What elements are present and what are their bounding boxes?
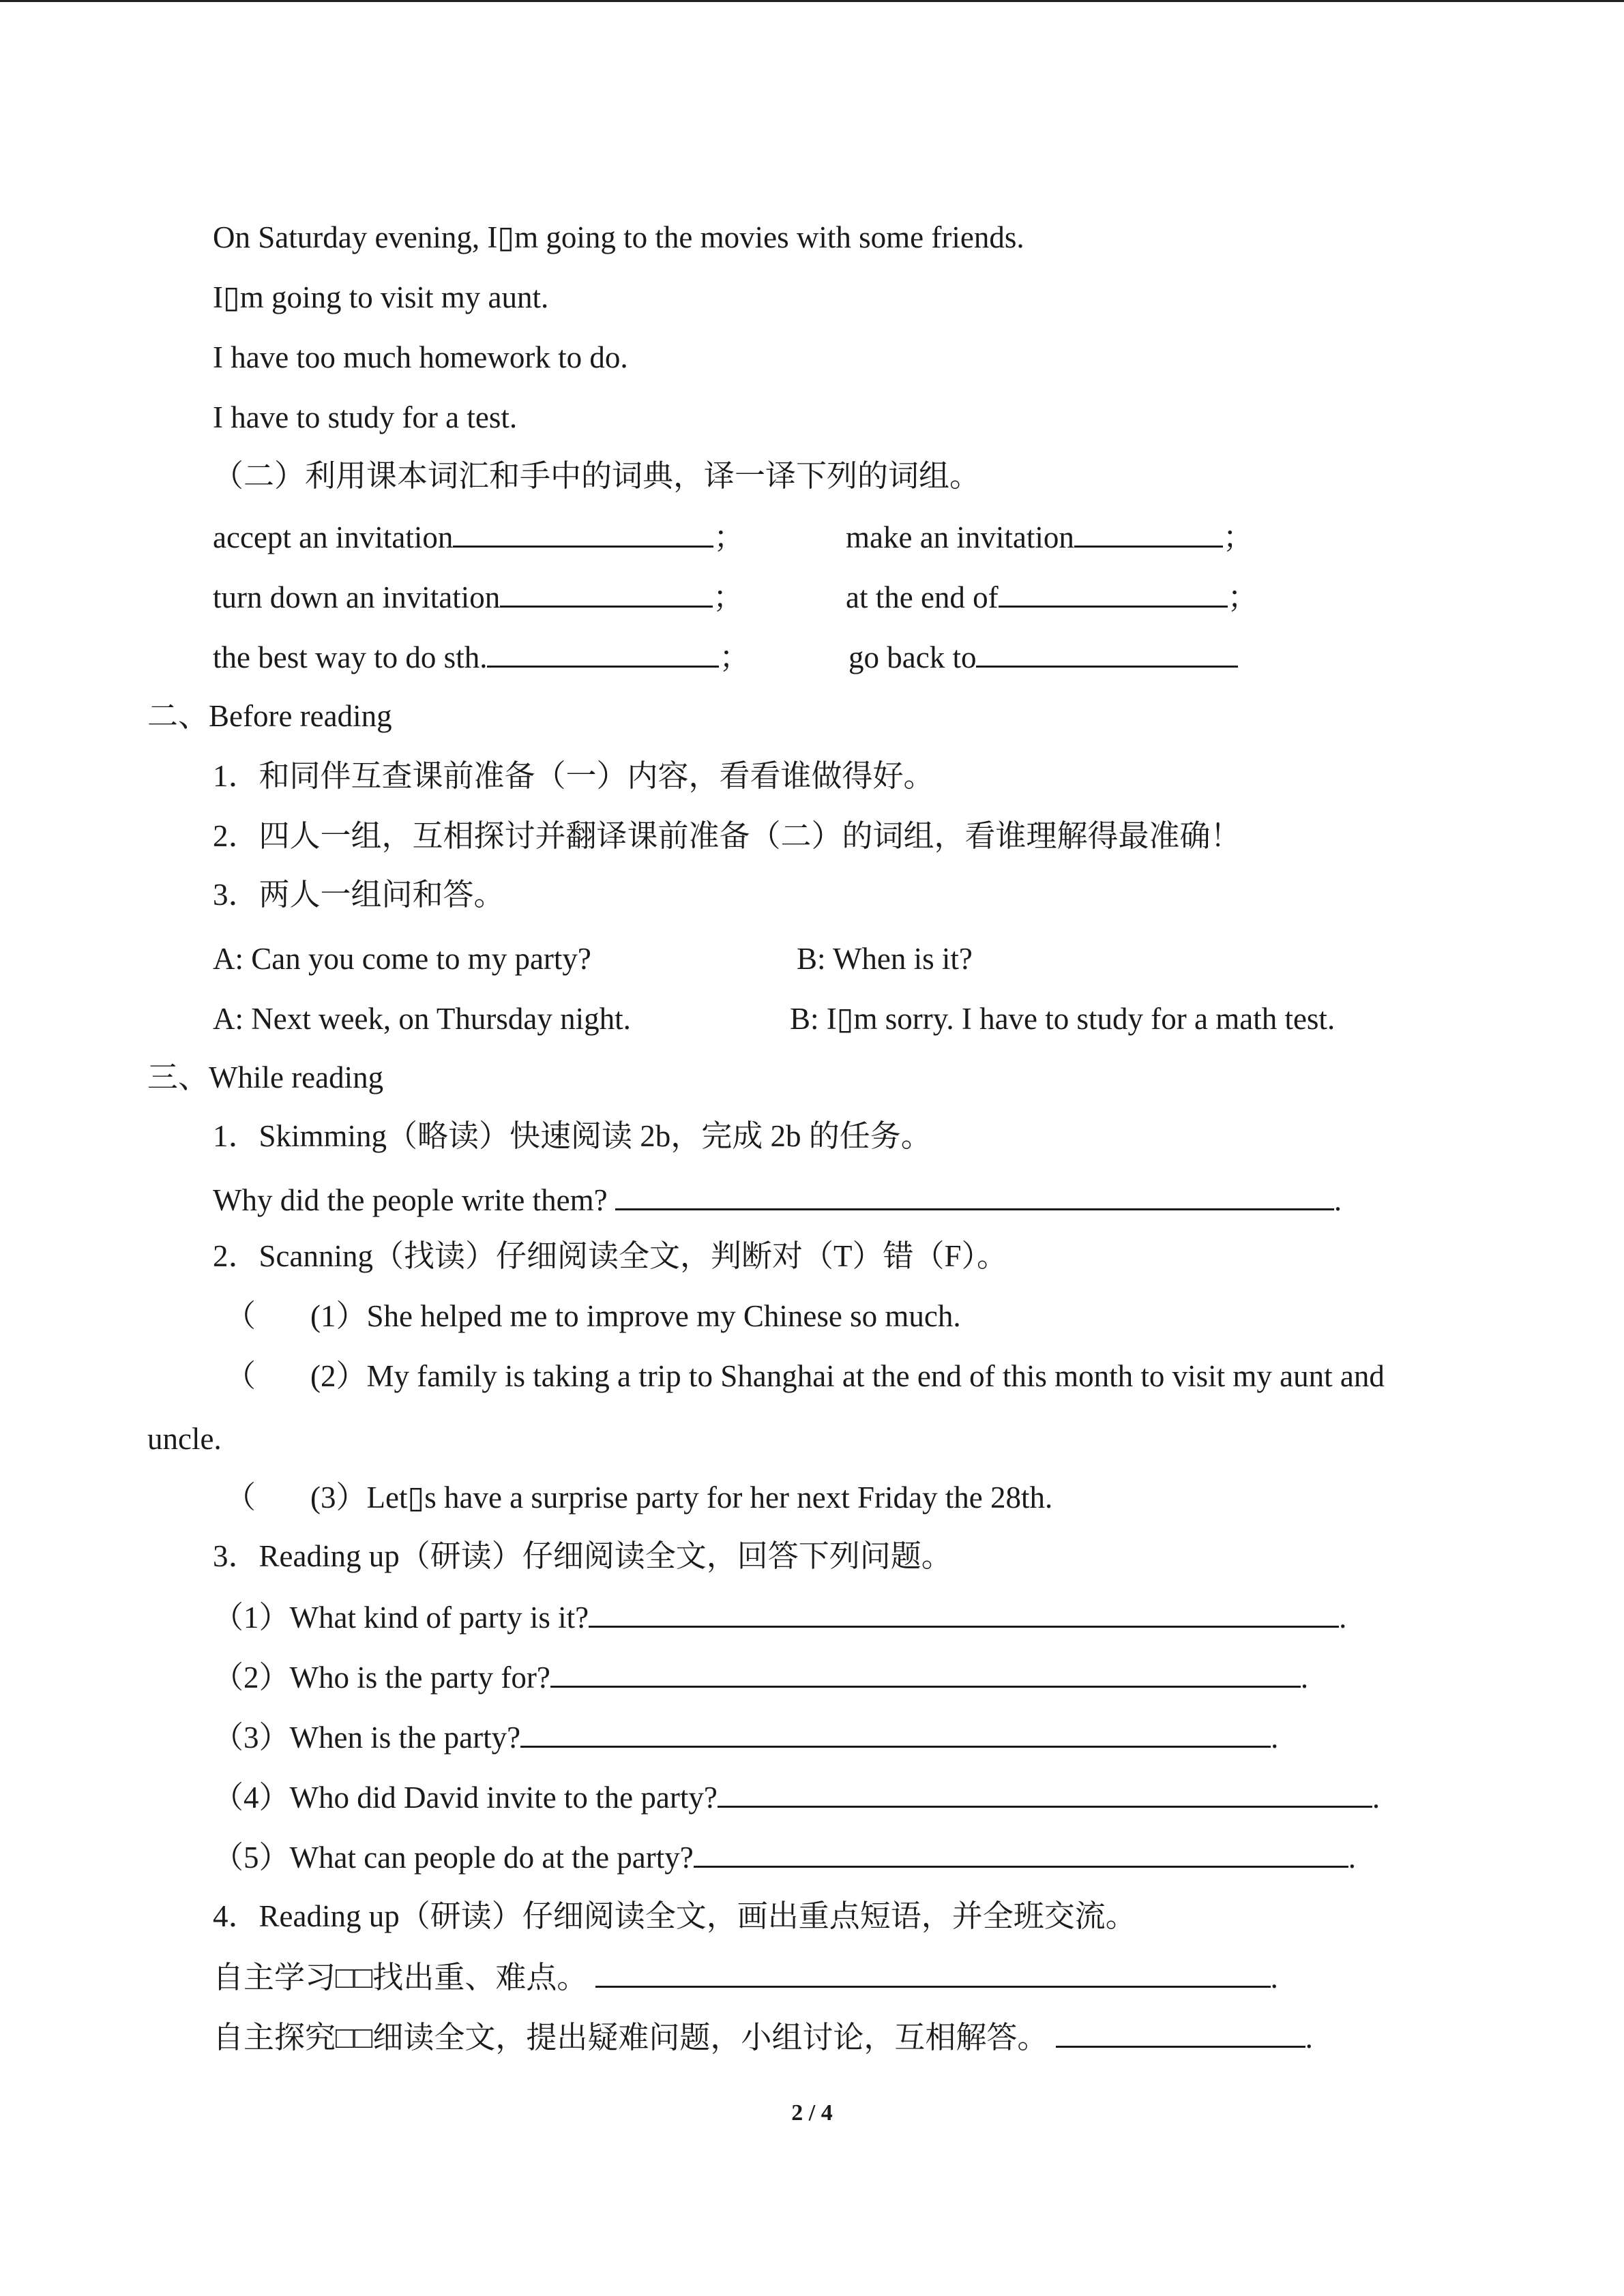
period: .: [1333, 1183, 1342, 1217]
answer-blank[interactable]: [589, 1596, 1339, 1628]
skimming-question: [213, 1178, 1342, 1221]
bracket-open: （: [225, 1299, 256, 1333]
phrase: go back to: [848, 640, 977, 674]
section-while-reading-title: 三、While reading: [147, 1060, 384, 1094]
tf-item-1: [225, 1296, 961, 1337]
reading-up-task-2: 4．Reading up（研读）仔细阅读全文，画出重点短语，并全班交流。: [213, 1899, 1136, 1933]
answer-blank[interactable]: [487, 636, 719, 668]
section-before-reading-title: 二、Before reading: [147, 699, 392, 733]
question-2: [213, 1656, 1308, 1698]
question-text: （1）What kind of party is it?: [213, 1600, 589, 1635]
answer-blank[interactable]: [453, 516, 713, 548]
question-text: （3）When is the party?: [213, 1720, 521, 1755]
dialogue-b-2: B: I▯m sorry. I have to study for a math test.: [790, 1002, 1335, 1036]
answer-blank[interactable]: [520, 1716, 1271, 1748]
answer-blank[interactable]: [500, 576, 713, 608]
phrase: the best way to do sth.: [213, 640, 488, 674]
bracket-open: （: [225, 1359, 256, 1393]
question-1: [213, 1596, 1346, 1638]
answer-blank[interactable]: [615, 1178, 1334, 1210]
prep-sentence-4: I have to study for a test.: [213, 400, 518, 434]
answer-blank[interactable]: [595, 1956, 1271, 1988]
dialogue-a-1: A: Can you come to my party?: [213, 942, 591, 976]
answer-blank[interactable]: [550, 1656, 1301, 1688]
tf-text: (3）Let▯s have a surprise party for her next Friday the 28th.: [310, 1480, 1053, 1515]
bracket-open: （: [225, 1480, 256, 1515]
separator: ；: [719, 640, 750, 674]
period: .: [1372, 1780, 1381, 1815]
answer-blank[interactable]: [976, 636, 1238, 668]
question-5: [213, 1836, 1356, 1878]
self-explore: [213, 2016, 1313, 2058]
self-study-text: 自主学习□□找出重、难点。: [213, 1960, 588, 1995]
tf-item-2: [225, 1356, 1385, 1397]
scanning-task: 2．Scanning（找读）仔细阅读全文，判断对（T）错（F）。: [213, 1239, 1007, 1273]
vocab-left-1: [213, 516, 744, 558]
question-4: [213, 1776, 1380, 1818]
separator: ；: [713, 580, 744, 614]
before-reading-item-3: 3．两人一组问和答。: [213, 878, 505, 912]
phrase: at the end of: [846, 580, 999, 614]
period: .: [1270, 1960, 1278, 1995]
before-reading-item-1: 1．和同伴互查课前准备（一）内容，看看谁做得好。: [213, 759, 934, 793]
vocab-right-2: [846, 576, 1258, 618]
prep-sentence-2: I▯m going to visit my aunt.: [213, 280, 549, 314]
phrase: turn down an invitation: [213, 580, 501, 614]
vocab-right-3: [848, 636, 1238, 678]
answer-blank[interactable]: [1056, 2016, 1305, 2048]
question-text: （5）What can people do at the party?: [213, 1840, 694, 1875]
vocab-left-3: [213, 636, 750, 678]
tf-text: (1）She helped me to improve my Chinese so much.: [310, 1299, 961, 1333]
period: .: [1339, 1600, 1347, 1635]
separator: ；: [713, 520, 745, 554]
prep-sentence-3: I have too much homework to do.: [213, 340, 628, 374]
tf-text: (2）My family is taking a trip to Shanghai at the end of this month to visit my aunt and: [310, 1359, 1385, 1393]
reading-up-task: 3．Reading up（研读）仔细阅读全文，回答下列问题。: [213, 1539, 952, 1573]
answer-blank[interactable]: [694, 1836, 1348, 1868]
period: .: [1271, 1720, 1279, 1755]
tf-item-3: [225, 1477, 1052, 1518]
period: .: [1305, 2021, 1313, 2055]
question-text: （4）Who did David invite to the party?: [213, 1780, 718, 1815]
prep-sentence-1: On Saturday evening, I▯m going to the movies with some friends.: [213, 220, 1024, 254]
question-3: [213, 1716, 1278, 1758]
question-text: Why did the people write them?: [213, 1183, 608, 1217]
question-text: （2）Who is the party for?: [213, 1660, 550, 1695]
self-study: [213, 1956, 1278, 1998]
before-reading-item-2: 2．四人一组，互相探讨并翻译课前准备（二）的词组，看谁理解得最准确！: [213, 819, 1241, 853]
vocab-heading: （二）利用课本词汇和手中的词典，译一译下列的词组。: [213, 459, 981, 493]
answer-blank[interactable]: [999, 576, 1228, 608]
top-border: [0, 0, 1624, 2]
tf-item-2-continuation: uncle.: [147, 1422, 222, 1456]
period: .: [1300, 1660, 1309, 1695]
page-number: 2 / 4: [791, 2100, 833, 2126]
skimming-task: 1．Skimming（略读）快速阅读 2b，完成 2b 的任务。: [213, 1119, 932, 1153]
period: .: [1348, 1840, 1356, 1875]
phrase: accept an invitation: [213, 520, 454, 554]
dialogue-b-1: B: When is it?: [797, 942, 973, 976]
separator: ；: [1222, 520, 1254, 554]
phrase: make an invitation: [846, 520, 1074, 554]
answer-blank[interactable]: [1074, 516, 1223, 548]
self-explore-text: 自主探究□□细读全文，提出疑难问题，小组讨论，互相解答。: [213, 2021, 1048, 2055]
dialogue-a-2: A: Next week, on Thursday night.: [213, 1002, 631, 1036]
vocab-left-2: [213, 576, 743, 618]
separator: ；: [1227, 580, 1258, 614]
vocab-right-1: [846, 516, 1254, 558]
answer-blank[interactable]: [718, 1776, 1372, 1808]
